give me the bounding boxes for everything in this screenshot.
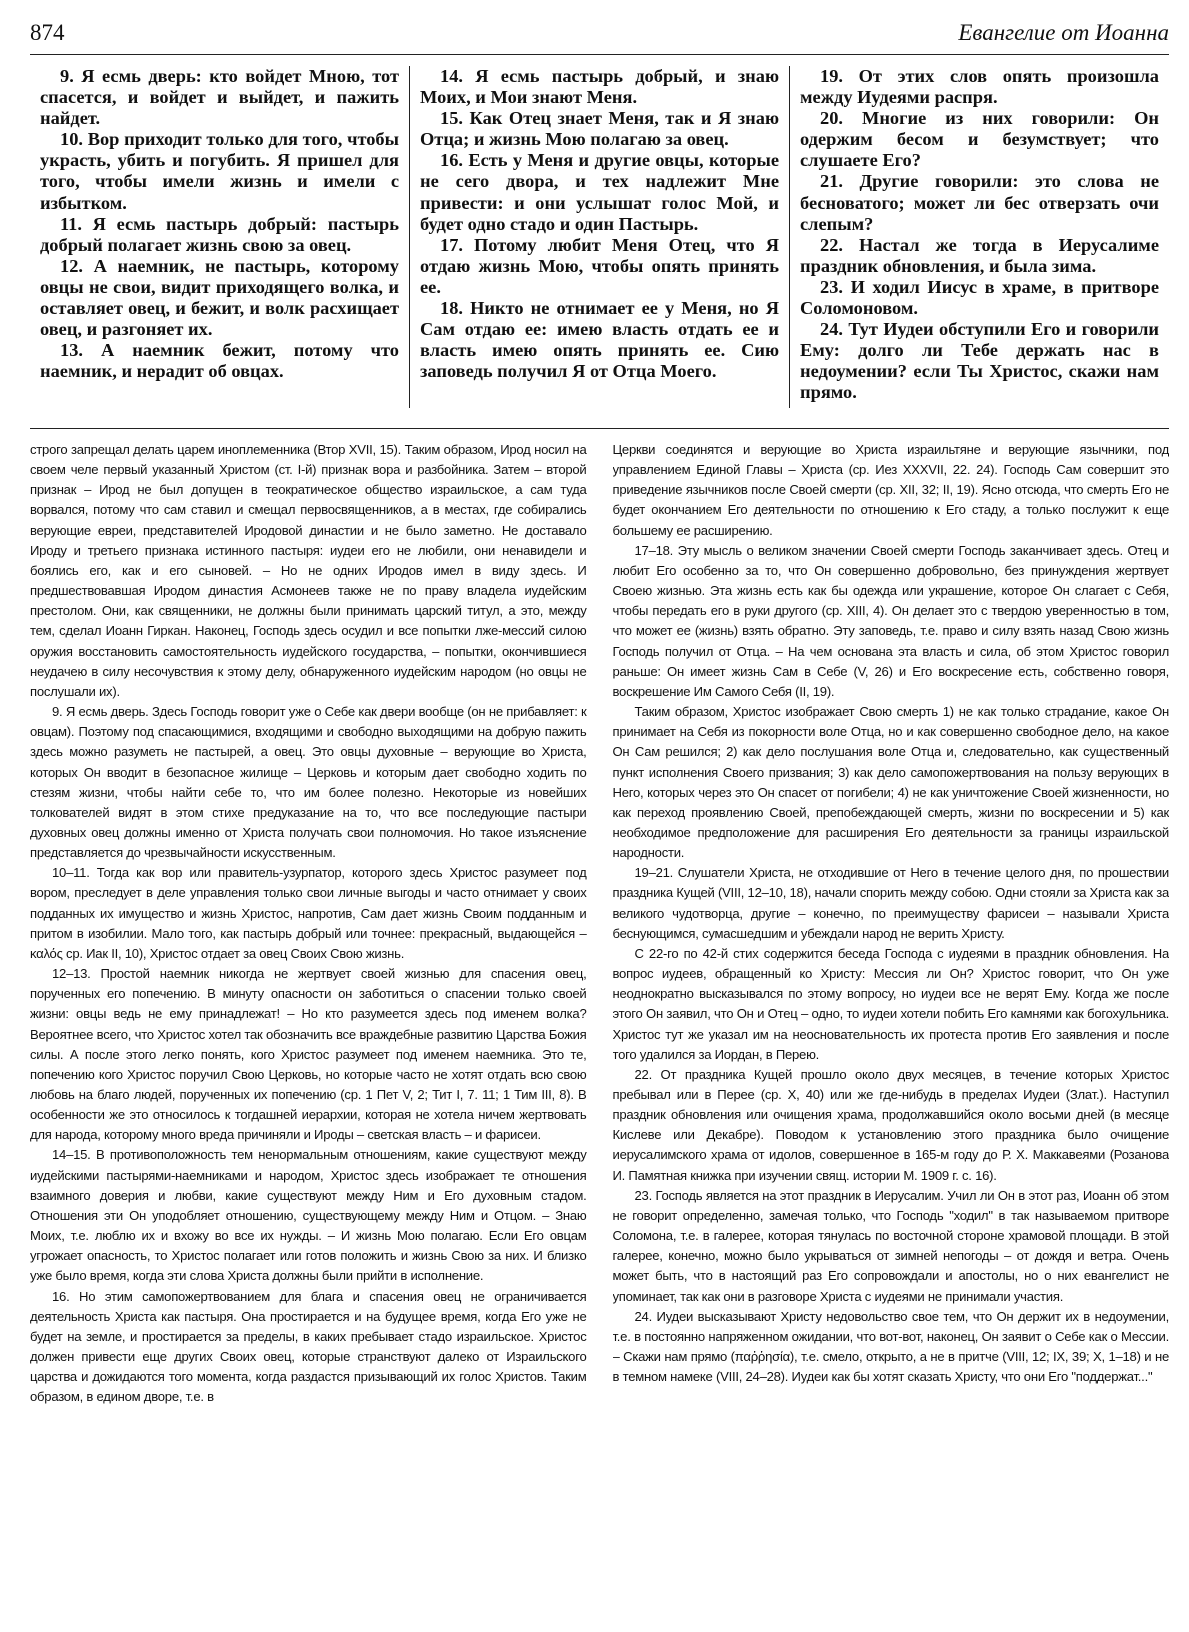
verse-13: 13. А наемник бежит, потому что наемник, и нерадит об овцах. xyxy=(40,340,399,382)
page-number: 874 xyxy=(30,20,65,45)
commentary-paragraph: 16. Но этим самопожертвованием для блага и спасения овец не ограничивается деятельность Христа как пастыря. Она простирается и на будущее время, когда Его уже не будет на земле, и простирается за пределы, в каких пребывает стадо израильское. Христос должен привести еще других Своих овец, которые странствуют далеко от Израильского царства и дожидаются того момента, когда раздастся призывающий их голос Христов. Таким образом, в едином дворе, т.е. в xyxy=(30,1288,587,1405)
commentary-paragraph: 12–13. Простой наемник никогда не жертвует своей жизнью для спасения овец, порученных его попечению. В минуту опасности он заботиться о спасении только своей жизни: овцы ведь не ему принадлежат! – Но кто разумеется здесь под именем волка? Вероятнее всего, что Христос хотел так обозначить все враждебные развитию Царства Божия силы. А после этого легко понять, кого Христос разумеет под именем наемника. Это те, попечению кого Христос поручил Свою Церковь, но которые часто не хотят отдать всю свою любовь на благо людей, порученных их попечению (ср. 1 Пет V, 2; Тит I, 7. 11; 1 Тим III, 8). В особенности же это относилось к тогдашней иерархии, которая не хотела ничем жертвовать для народа, которому много вреда причиняли и Ироды – светская власть – и фарисеи. xyxy=(30,966,587,1143)
commentary-paragraph: Церкви соединятся и верующие во Христа израильтяне и верующие язычники, под управлением Единой Главы – Христа (ср. Иез XXXVII, 22. 24). Господь Сам совершит это приведение язычников после Своей смерти (ср. XII, 32; II, 19). Ясно отсюда, что смерть Его не будет окончанием Его деятельности по отношению к Его стаду, а только послужит к еще большему ее расширению. xyxy=(612,442,1169,538)
verse-17: 17. Потому любит Меня Отец, что Я отдаю жизнь Мою, чтобы опять принять ее. xyxy=(420,234,779,297)
commentary-paragraph: строго запрещал делать царем иноплеменника (Втор XVII, 15). Таким образом, Ирод носил на своем челе первый указанный Христом (ст. I-й) признак вора и разбойника. Затем – второй признак – Ирод не был допущен в теократическое общество израильское, а сам туда ворвался, потому что сам ставил и смещал первосвященников, а в местах, где собирались верующие евреи, представителей Иродовой династии и не было заметно. Не доставало Ироду и третьего признака истинного пастыря: иудеи его не любили, они ненавидели и боялись его, как и его сыновей. – Но не одних Иродов имел в виду здесь. И предшествовавшая Иродом династия Асмонеев также не по праву владела иудейским престолом. Они, как священники, не должны были принимать царский титул, а это, между тем, сделал Иоанн Гиркан. Наконец, Господь здесь осудил и все попытки лже-мессий силою оружия восстановить самостоятельность иудейского государства, – попытки, окончившиеся неудачею в силу несочувствия к этому делу, обнаруженного иудейским народом (но овцы не послушали их). xyxy=(30,442,587,699)
verse-21: 21. Другие говорили: это слова не бесноватого; может ли бес отверзать очи слепым? xyxy=(800,171,1159,234)
scripture-column-1 xyxy=(30,66,409,408)
page-header xyxy=(30,18,1169,55)
commentary-column-left xyxy=(30,440,587,1620)
section-divider xyxy=(30,428,1169,429)
verse-15: 15. Как Отец знает Меня, так и Я знаю Отца; и жизнь Мою полагаю за овец. xyxy=(420,108,779,150)
commentary-paragraph: 10–11. Тогда как вор или правитель-узурпатор, которого здесь Христос разумеет под вором, преследует в деле управления только свои личные выгоды и часто отнимает у своих подданных их имущество и жизнь Христос, напротив, Сам дает жизнь Своим подданным и притом в изобилии. Мало того, как пастырь добрый или точнее: прекрасный, выдающейся – καλός ср. Иак II, 10), Христос отдает за овец Своих Свою жизнь. xyxy=(30,865,587,961)
scripture-column-3 xyxy=(789,66,1169,408)
commentary-paragraph: 23. Господь является на этот праздник в Иерусалим. Учил ли Он в этот раз, Иоанн об этом не говорит определенно, замечая только, что Господь "ходил" в так называемом притворе Соломона, т.е. в галерее, которая тянулась по восточной стороне храмовой площади. В этой галерее, конечно, можно было укрываться от зимней непогоды – от дождя и ветра. Очень может быть, что в настоящий раз Его сопровождали и апостолы, но о них евангелист не упоминает, так как они в разговоре Христа с иудеями не принимали участия. xyxy=(612,1187,1169,1304)
verse-18: 18. Никто не отнимает ее у Меня, но Я Сам отдаю ее: имею власть отдать ее и власть имею опять принять ее. Сию заповедь получил Я от Отца Моего. xyxy=(420,298,779,382)
scripture-column-2 xyxy=(409,66,789,408)
commentary-paragraph: 24. Иудеи высказывают Христу недовольство свое тем, что Он держит их в недоумении, т.е. в постоянно напряженном ожидании, что вот-вот, наконец, Он заявит о Себе как о Мессии. – Скажи нам прямо (παῤῥησία), т.е. смело, открыто, а не в притче (VIII, 12; IX, 39; X, 1–18) и не в темном намеке (VIII, 24–28). Иудеи как бы хотят сказать Христу, что они Его "поддержат..." xyxy=(612,1308,1169,1385)
commentary-paragraph: Таким образом, Христос изображает Свою смерть 1) не как только страдание, какое Он принимает на Себя из покорности воле Отца, но и как совершенно свободное дело, на какое Он Сам решился; 2) как дело послушания воле Отца и, следовательно, как существенный пункт исполнения Своего призвания; 3) как дело самопожертвования на пользу верующих в Него, которых через это Он спасет от погибели; 4) не как уничтожение Своей жизненности, но как переход проявлению Своей, препобеждающей смерть, жизни по воскресении и 5) как необходимое предположение для расширения Его деятельности за границы израильской народности. xyxy=(612,704,1169,861)
verse-11: 11. Я есмь пастырь добрый: пастырь добрый полагает жизнь свою за овец. xyxy=(40,213,399,255)
commentary-paragraph: 19–21. Слушатели Христа, не отходившие от Него в течение целого дня, по прошествии праздника Кущей (VIII, 12–10, 18), начали спорить между собою. Одни стояли за Христа как за великого чудотворца, другие – конечно, по преимуществу фарисеи – называли Христа беснующимся, сумасшедшим и убеждали народ не верить Христу. xyxy=(612,865,1169,941)
verse-12: 12. А наемник, не пастырь, которому овцы не свои, видит приходящего волка, и оставляет овец, и бежит, и волк расхищает овец, и разгоняет их. xyxy=(40,255,399,340)
commentary-paragraph: 9. Я есмь дверь. Здесь Господь говорит уже о Себе как двери вообще (он не прибавляет: к овцам). Поэтому под спасающимися, входящими и свободно выходящими на добрую пажить здесь можно разуметь не пастырей, а овец. Это овцы духовные – верующие во Христа, которых Он вводит в безопасное жилище – Церковь и которым дает свободно ходить по стезям жизни, чтобы найти себе то, что им более полезно. Некоторые из новейших толкователей видят в этом стихе предуказание на то, что все последующие пастыри духовных овец должны именно от Христа получать свои полномочия. Но такое изъяснение представляется до чрезвычайности искусственным. xyxy=(30,704,587,861)
running-title: Евангелие от Иоанна xyxy=(958,20,1169,45)
verse-23: 23. И ходил Иисус в храме, в притворе Соломоновом. xyxy=(800,276,1159,319)
verse-20: 20. Многие из них говорили: Он одержим бесом и безумствует; что слушаете Его? xyxy=(800,108,1159,171)
verse-19: 19. От этих слов опять произошла между Иудеями распря. xyxy=(800,66,1159,108)
verse-24: 24. Тут Иудеи обступили Его и говорили Ему: долго ли Тебе держать нас в недоумении? если Ты Христос, скажи нам прямо. xyxy=(800,319,1159,403)
verse-10: 10. Вор приходит только для того, чтобы украсть, убить и погубить. Я пришел для того, чтобы имели жизнь и имели с избытком. xyxy=(40,129,399,213)
verse-14: 14. Я есмь пастырь добрый, и знаю Моих, и Мои знают Меня. xyxy=(420,66,779,108)
commentary-column-right xyxy=(613,440,1170,1620)
scripture-text xyxy=(30,66,1169,408)
commentary xyxy=(30,440,1169,1620)
verse-9: 9. Я есмь дверь: кто войдет Мною, тот спасется, и войдет и выйдет, и пажить найдет. xyxy=(40,66,399,129)
verse-22: 22. Настал же тогда в Иерусалиме праздник обновления, и была зима. xyxy=(800,234,1159,276)
verse-16: 16. Есть у Меня и другие овцы, которые не сего двора, и тех надлежит Мне привести: и они услышат голос Мой, и будет одно стадо и один Пастырь. xyxy=(420,150,779,234)
commentary-paragraph: 14–15. В противоположность тем ненормальным отношениям, какие существуют между иудейскими пастырями-наемниками и народом, Христос здесь изображает те отношения взаимного доверия и любви, какие существуют между Ним и Его духовным стадом. Отношения эти Он уподобляет отношению, существующему между Ним и Отцом. – Знаю Моих, т.е. люблю их и вхожу во все их нужды. – И жизнь Мою полагаю. Если Его овцам угрожает опасность, то Христос полагает или готов положить и жизнь Свою за них. И близко уже было время, когда эти слова Христа должны были прийти в исполнение. xyxy=(30,1147,587,1284)
commentary-paragraph: 22. От праздника Кущей прошло около двух месяцев, в течение которых Христос пребывал или в Перее (ср. X, 40) или же где-нибудь в пределах Иудеи (Злат.). Наступил праздник обновления или очищения храма, продолжавшийся около восьми дней (в месяце Кислеве или Декабре). Поводом к установлению этого праздника было очищение иерусалимского храма от идолов, совершенное в 165-м году до Р. Х. Маккавеями (Розанова И. Памятная книжка при изучении свящ. истории М. 1909 г. с. 16). xyxy=(612,1066,1169,1183)
commentary-paragraph: 17–18. Эту мысль о великом значении Своей смерти Господь заканчивает здесь. Отец и любит Его особенно за то, что Он совершенно добровольно, без принуждения жертвует Своею жизнью. Эта жизнь есть как бы одежда или украшение, которое Он слагает с Себя, чтобы передать его в руки другого (ср. XIII, 4). Он делает это с твердою уверенностью в том, что может ее (жизнь) взять обратно. Эту заповедь, т.е. право и силу взять назад Свою жизнь Господь получил от Отца. – На чем основана эта власть и сила, об этом Христос говорил раньше: Он имеет жизнь Сам в Себе (V, 26) и Его воскресение есть, собственно говоря, воскрешение Им Самого Себя (II, 19). xyxy=(612,542,1169,699)
commentary-paragraph: С 22-го по 42-й стих содержится беседа Господа с иудеями в праздник обновления. На вопрос иудеев, обращенный ко Христу: Мессия ли Он? Христос говорит, что Он уже неоднократно высказывался по этому вопросу, но иудеи все не верят Ему. Когда же после этого Он заявил, что Он и Отец – одно, то иудеи хотели побить Его камнями как богохульника. Христос тут же указал им на неосновательность их протеста против Его заявления и после того удалился за Иордан, в Перею. xyxy=(612,945,1169,1062)
